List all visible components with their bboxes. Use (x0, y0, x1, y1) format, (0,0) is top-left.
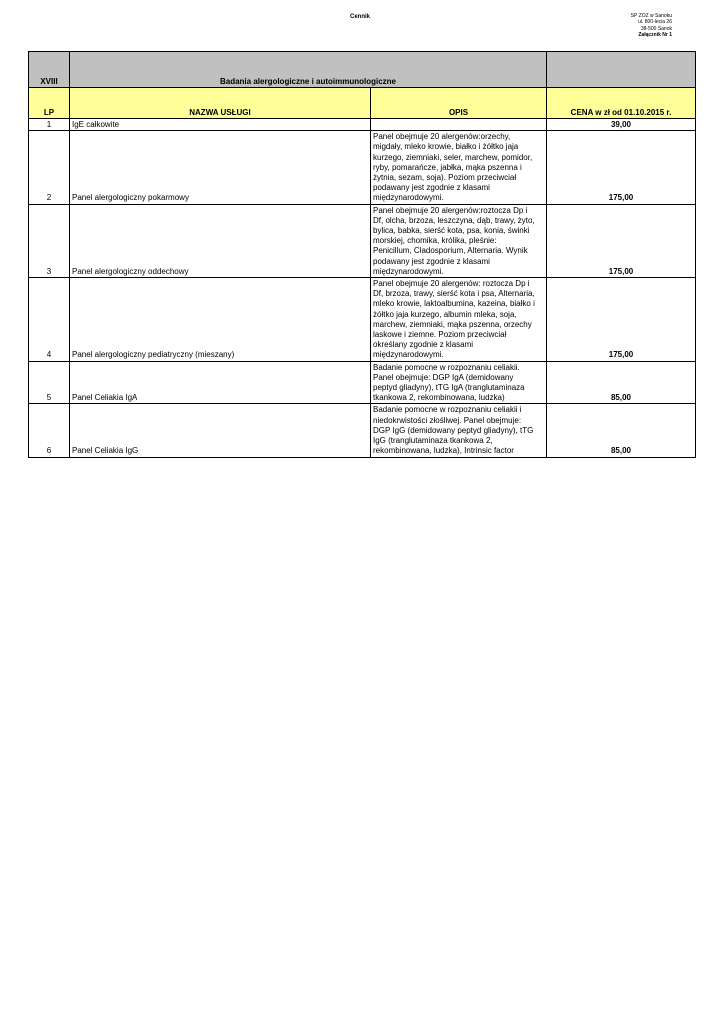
row-service-name: IgE całkowite (70, 119, 371, 131)
row-service-name: Panel alergologiczny oddechowy (70, 204, 371, 277)
description-line: Badanie pomocne w rozpoznaniu celiakii i (373, 405, 522, 415)
description-line: Penicillum, Cladosporium, Alternaria. Wynik (373, 246, 528, 256)
row-price: 39,00 (547, 119, 696, 131)
row-price: 175,00 (547, 204, 696, 277)
issuer-block (631, 13, 672, 38)
description-line: Panel obejmuje 20 alergenów:orzechy, (373, 132, 511, 142)
table-row (29, 131, 696, 204)
description-line: ryby, pomarańcze, jabłka, mąka pszenna i (373, 162, 522, 172)
description-line: Panel obejmuje: DGP IgA (demidowany (373, 372, 514, 382)
row-lp: 6 (29, 404, 70, 457)
row-lp: 1 (29, 119, 70, 131)
description-line: DGP IgG (demidowany peptyd gliadyny), tTG (373, 425, 534, 435)
description-line: bylica, babka, sierść kota, psa, konia, świnki (373, 226, 530, 236)
attachment-label: Załącznik Nr 1 (638, 31, 672, 38)
section-header-row (29, 52, 696, 88)
document-title: Cennik (350, 14, 371, 20)
description-line: Panel obejmuje 20 alergenów: roztocza Dp i (373, 279, 530, 289)
row-price: 85,00 (547, 404, 696, 457)
description-line: podawany jest zgodnie z klasami (373, 183, 490, 193)
description-line: podawany jest zgodnie z klasami (373, 256, 490, 266)
section-blank-cell (547, 52, 696, 88)
description-line: międzynarodowymi. (373, 350, 444, 360)
col-header-desc: OPIS (371, 88, 547, 119)
description-line: mleko krowie, laktoalbumina, kazeina, białko i (373, 299, 535, 309)
description-line: migdały, mleko krowie, białko i żółtko jaja (373, 142, 519, 152)
section-title: Badania alergologiczne i autoimmunologiczne (70, 52, 547, 88)
description-line: Df, brzoza, trawy, sierść kota i psa, Alternaria, (373, 289, 535, 299)
table-row (29, 404, 696, 457)
description-line: Df, olcha, brzoza, leszczyna, dąb, trawy, żyto, (373, 215, 535, 225)
description-line: rekombinowana, ludzka), Intrinsic factor (373, 446, 514, 456)
row-lp: 2 (29, 131, 70, 204)
row-description (371, 278, 547, 362)
row-service-name: Panel Celiakia IgA (70, 361, 371, 404)
table-row (29, 119, 696, 131)
description-line: tkankowa 2, rekombinowana, ludzka) (373, 393, 505, 403)
table-row (29, 278, 696, 362)
col-header-price: CENA w zł od 01.10.2015 r. (547, 88, 696, 119)
row-description (371, 119, 547, 131)
description-line: morskiej, chomika, królika, pleśnie: (373, 236, 497, 246)
row-description (371, 404, 547, 457)
row-service-name: Panel Celiakia IgG (70, 404, 371, 457)
row-price: 175,00 (547, 131, 696, 204)
description-line: kurzego, ziemniaki, seler, marchew, pomidor, (373, 152, 533, 162)
row-description (371, 361, 547, 404)
row-description (371, 131, 547, 204)
row-price: 85,00 (547, 361, 696, 404)
description-line: określany zgodnie z klasami (373, 340, 474, 350)
issuer-name: SP ZOZ w Sanoku (630, 13, 672, 19)
description-line: marchew, ziemniaki, mąka pszenna, orzechy (373, 319, 532, 329)
description-line: międzynarodowymi. (373, 193, 444, 203)
table-row (29, 204, 696, 277)
description-line: niedokrwistości złośliwej. Panel obejmuje: (373, 415, 522, 425)
table-row (29, 361, 696, 404)
description-line: żółtko jaja kurzego, albumin mleka, soja, (373, 309, 517, 319)
column-header-row (29, 88, 696, 119)
col-header-lp: LP (29, 88, 70, 119)
row-lp: 4 (29, 278, 70, 362)
row-price: 175,00 (547, 278, 696, 362)
row-service-name: Panel alergologiczny pokarmowy (70, 131, 371, 204)
row-service-name: Panel alergologiczny pediatryczny (mieszany) (70, 278, 371, 362)
description-line: Badanie pomocne w rozpoznaniu celiakii. (373, 362, 520, 372)
row-lp: 3 (29, 204, 70, 277)
section-number: XVIII (29, 52, 70, 88)
description-line: Panel obejmuje 20 alergenów:roztocza Dp i (373, 205, 528, 215)
description-line: peptyd gliadyny), tTG IgA (tranglutaminaza (373, 383, 525, 393)
row-description (371, 204, 547, 277)
description-line: laskowe i ziemne. Poziom przeciwciał (373, 330, 507, 340)
col-header-name: NAZWA USŁUGI (70, 88, 371, 119)
row-lp: 5 (29, 361, 70, 404)
price-table (28, 51, 696, 458)
issuer-street: ul. 800-lecia 26 (638, 19, 672, 26)
issuer-city: 38-500 Sanok (640, 25, 672, 32)
description-line: żytnia, sezam, soja). Poziom przeciwciał (373, 173, 517, 183)
description-line: międzynarodowymi. (373, 266, 444, 276)
description-line: IgG (tranglutaminaza tkankowa 2, (373, 436, 493, 446)
